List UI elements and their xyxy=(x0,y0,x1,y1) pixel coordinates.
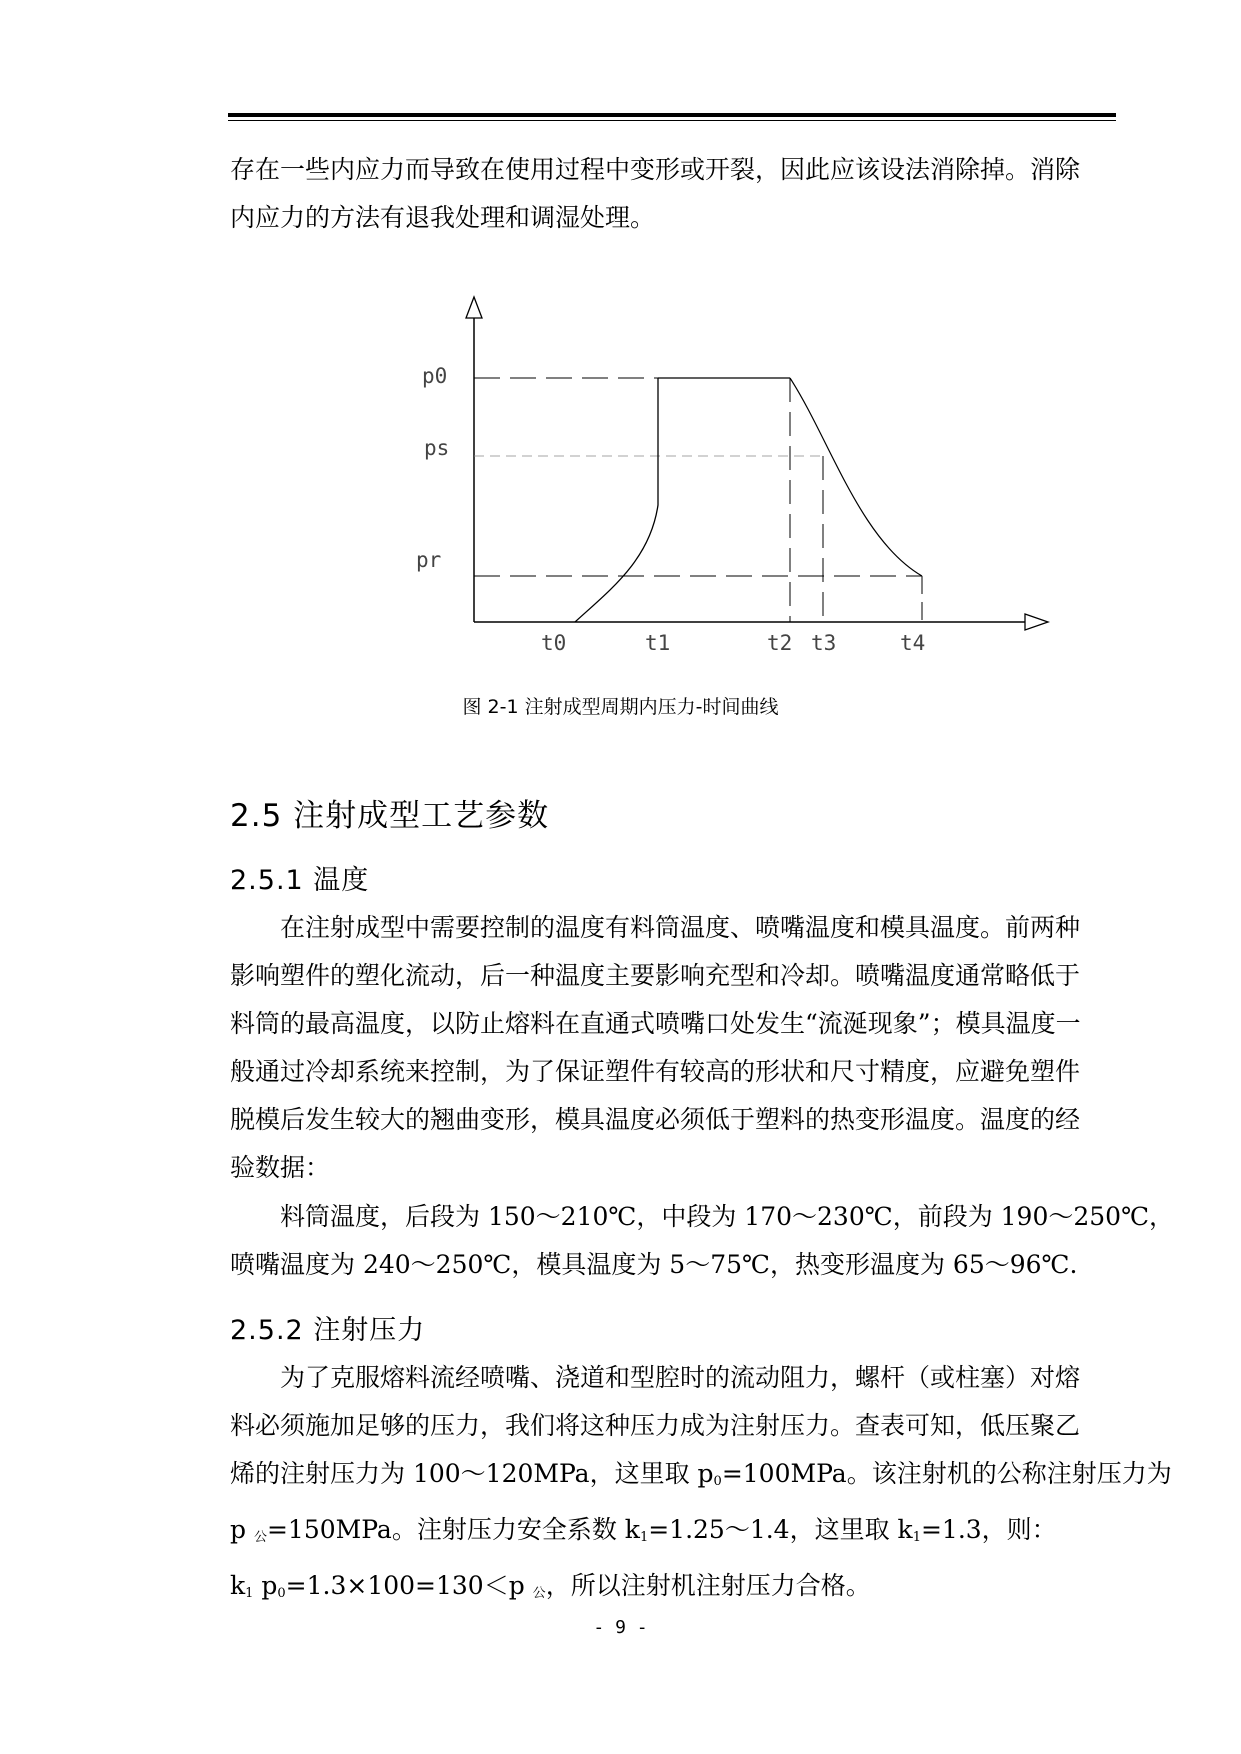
label-t2: t2 xyxy=(767,631,793,655)
page-number: - 9 - xyxy=(593,1617,648,1638)
label-p0: p0 xyxy=(422,364,448,388)
pressure-line-5: $k_1$ $p_0=1.3\times 100=130<p$ $_公$，所以注射机注射压力合格。 xyxy=(230,1571,871,1601)
intro-line-1: 存在一些内应力而导致在使用过程中变形或开裂，因此应该设法消除掉。消除 xyxy=(230,155,1081,184)
pressure-line-3: 烯的注射压力为 100～120MPa，这里取 $p_0=100MPa$。该注射机的公称注射压力为 xyxy=(230,1459,1172,1489)
figure-caption: 图 2-1 注射成型周期内压力-时间曲线 xyxy=(462,696,779,718)
label-ps: ps xyxy=(424,436,450,460)
temp-data-line-2: 喷嘴温度为 240～250℃，模具温度为 5～75℃，热变形温度为 65～96℃. xyxy=(230,1250,1078,1279)
pressure-line-4: p $_公$=150MPa。注射压力安全系数 $k_1=1.25\sim 1.4$，这里取 $k_1=1.3$，则： xyxy=(230,1515,1057,1545)
temp-line-1: 在注射成型中需要控制的温度有料筒温度、喷嘴温度和模具温度。前两种 xyxy=(280,913,1081,942)
label-t1: t1 xyxy=(645,631,671,655)
x-axis-arrow-icon xyxy=(1025,614,1048,630)
temperature-data-paragraph xyxy=(230,1193,1175,1289)
label-pr: pr xyxy=(416,548,442,572)
pressure-decay-curve xyxy=(790,378,922,576)
section-2-5-2-heading: 2.5.2 注射压力 xyxy=(230,1315,426,1346)
label-t0: t0 xyxy=(541,631,567,655)
intro-line-2: 内应力的方法有退我处理和调湿处理。 xyxy=(230,203,656,232)
temp-line-6: 验数据： xyxy=(230,1153,331,1182)
temp-line-5: 脱模后发生较大的翘曲变形，模具温度必须低于塑料的热变形温度。温度的经 xyxy=(230,1105,1081,1134)
label-t3: t3 xyxy=(811,631,837,655)
temp-line-4: 般通过冷却系统来控制，为了保证塑件有较高的形状和尺寸精度，应避免塑件 xyxy=(230,1057,1081,1086)
injection-pressure-paragraph xyxy=(230,1354,1172,1618)
section-2-5-1-heading: 2.5.1 温度 xyxy=(230,865,370,896)
y-axis-arrow-icon xyxy=(466,297,482,318)
pressure-line-2: 料必须施加足够的压力，我们将这种压力成为注射压力。查表可知，低压聚乙 xyxy=(230,1411,1081,1440)
pressure-line-1: 为了克服熔料流经喷嘴、浇道和型腔时的流动阻力，螺杆（或柱塞）对熔 xyxy=(280,1363,1081,1392)
pressure-rise-curve xyxy=(575,378,658,622)
temp-line-3: 料筒的最高温度，以防止熔料在直通式喷嘴口处发生“流涎现象”；模具温度一 xyxy=(230,1009,1081,1038)
section-2-5-heading: 2.5 注射成型工艺参数 xyxy=(230,798,550,834)
temp-line-2: 影响塑件的塑化流动，后一种温度主要影响充型和冷却。喷嘴温度通常略低于 xyxy=(230,961,1081,990)
pressure-time-figure xyxy=(0,0,1241,680)
temperature-paragraph xyxy=(230,904,1080,1192)
label-t4: t4 xyxy=(900,631,926,655)
temp-data-line-1: 料筒温度，后段为 150～210℃，中段为 170～230℃，前段为 190～250℃， xyxy=(280,1202,1175,1231)
